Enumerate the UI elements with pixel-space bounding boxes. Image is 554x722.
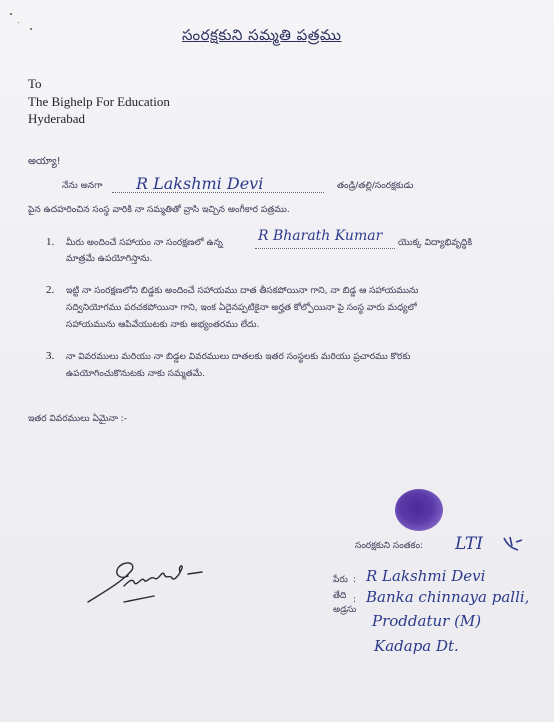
item-3-number: 3. (46, 350, 55, 362)
paper-speck (30, 28, 32, 30)
item-2-line1: ఇట్టి నా సంరక్షణలోని బిడ్డకు అందించే సహాయము దాత తీసకపోయినా గాని, నా బిడ్డ ఆ సహాయమును (66, 286, 419, 296)
intro-line2: పైన ఉదహరించిన సంస్థ వారికి నా సమ్మతితో వ్రాసి ఇచ్చిన అంగీకార పత్రము. (28, 205, 290, 215)
item-2-line3: సహాయమును ఆపివేయుటకు నాకు అభ్యంతరము లేదు. (66, 320, 260, 330)
item-2-line2: సద్వినియోగము పరచకపోయినా గాని, ఇంక ఏదైనప్పటికైనా అర్హత కోల్పోయినా పై సంస్థ వారు మధ్యలో (66, 303, 417, 313)
intro-prefix: నేను అనగా (62, 181, 103, 191)
date-label: తేది (333, 591, 347, 601)
salutation: అయ్యా! (28, 156, 61, 167)
recipient-city: Hyderabad (28, 111, 86, 126)
handwritten-signature-icon (84, 552, 214, 610)
item-3-line1: నా వివరములు మరియు నా బిడ్డల వివరములు దాతలకు ఇతర సంస్థలకు మరియు ప్రచారము కొరకు (66, 352, 411, 362)
item-1-line1-suffix: యొక్క విద్యాభివృద్ధికి (398, 238, 473, 248)
address-line-2: Proddatur (M) (372, 612, 482, 630)
paper-speck (10, 13, 12, 15)
child-name-fill-line (255, 248, 395, 249)
name-value-handwritten: R Lakshmi Devi (366, 567, 486, 585)
name-colon: : (353, 575, 357, 585)
address-colon: : (353, 595, 357, 605)
paper-speck (18, 22, 19, 23)
item-1-number: 1. (46, 236, 55, 248)
other-details-label: ఇతర వివరములు ఏమైనా :- (28, 414, 127, 424)
item-3-line2: ఉపయోగించుకొనుటకు నాకు సమ్మతమే. (66, 369, 206, 379)
guardian-signature-label: సంరక్షకుని సంతకం: (355, 541, 424, 551)
address-line-3: Kadapa Dt. (374, 637, 459, 655)
item-1-line2: మాత్రమే ఉపయోగిస్తాను. (66, 254, 153, 264)
intro-role: తండ్రి/తల్లి/సంరక్షకుడు (337, 181, 414, 191)
signature-mark-icon (500, 534, 526, 554)
item-2-number: 2. (46, 284, 55, 296)
child-name-handwritten: R Bharath Kumar (258, 228, 383, 244)
name-label: పేరు (333, 575, 348, 585)
guardian-name-handwritten: R Lakshmi Devi (136, 174, 264, 193)
thumb-impression (395, 489, 443, 531)
address-label: అడ్రసు (333, 605, 357, 615)
signature-value-handwritten: LTI (455, 534, 483, 554)
address-line-1: Banka chinnaya palli, (366, 588, 530, 606)
item-1-line1-prefix: మీరు అందించే సహాయం నా సంరక్షణలో ఉన్న (66, 238, 223, 248)
document-title: సంరక్షకుని సమ్మతి పత్రము (182, 26, 342, 44)
recipient-org: The Bighelp For Education (28, 94, 170, 109)
to-label: To (28, 76, 42, 91)
